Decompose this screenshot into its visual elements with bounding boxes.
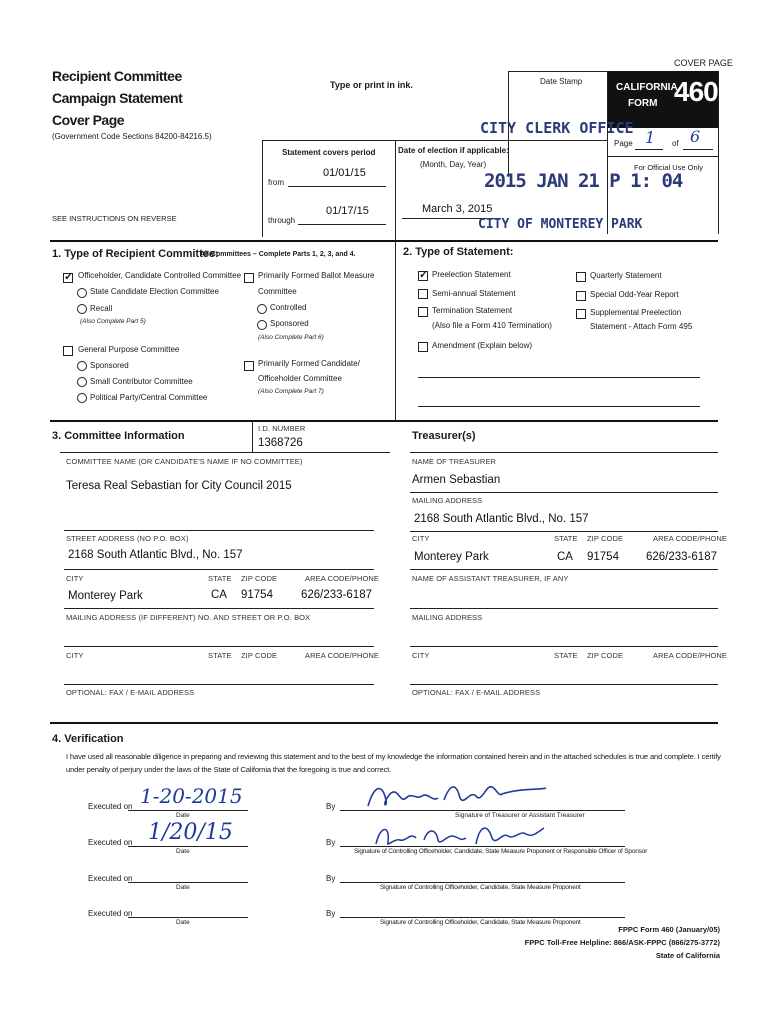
executed-on-label-1: Executed on: [88, 802, 133, 811]
city-line: [64, 608, 374, 609]
california-label: CALIFORNIA: [616, 82, 678, 93]
phone2-label: AREA CODE/PHONE: [305, 651, 380, 660]
asst-zip-label: ZIP CODE: [587, 651, 624, 660]
election-date-label: Date of election if applicable:: [398, 146, 509, 155]
state-value: CA: [211, 589, 227, 601]
title-line-2: Campaign Statement: [52, 90, 183, 106]
title-line-3: Cover Page: [52, 112, 125, 128]
street-address-line: [64, 569, 374, 570]
semiannual-checkbox[interactable]: [418, 289, 428, 299]
period-box-left: [262, 140, 263, 237]
primarily-candidate-label-1: Primarily Formed Candidate/: [258, 359, 360, 368]
gov-code-reference: (Government Code Sections 84200-84216.5): [52, 132, 212, 141]
committee-name-value: Teresa Real Sebastian for City Council 2015: [66, 480, 292, 492]
treasurer-mailing-line: [410, 531, 718, 532]
state-label: STATE: [208, 574, 232, 583]
election-date-value: March 3, 2015: [422, 203, 493, 215]
by-label-3: By: [326, 874, 336, 883]
see-instructions: SEE INSTRUCTIONS ON REVERSE: [52, 214, 177, 223]
official-use-divider: [607, 156, 718, 157]
executed-on-line-4[interactable]: [128, 917, 248, 918]
treasurer-name-line: [410, 492, 718, 493]
asst-mailing-line: [410, 646, 718, 647]
executed-on-line-2[interactable]: [128, 846, 248, 847]
executed-on-line-1[interactable]: [128, 810, 248, 811]
termination-label: Termination Statement: [432, 306, 513, 315]
date-caption-2: Date: [176, 848, 190, 855]
treasurer-mailing-label: MAILING ADDRESS: [412, 496, 483, 505]
received-stamp-city: CITY OF MONTEREY PARK: [478, 217, 643, 232]
footer-state: State of California: [655, 951, 720, 960]
termination-checkbox[interactable]: [418, 307, 428, 317]
form-label: FORM: [628, 98, 658, 109]
preelection-label: Preelection Statement: [432, 270, 511, 279]
assistant-treasurer-line: [410, 608, 718, 609]
recall-radio[interactable]: [77, 304, 87, 314]
type-or-print-note: Type or print in ink.: [330, 80, 413, 90]
treasurer-phone-value: 626/233-6187: [646, 551, 717, 563]
part2-heading: 2. Type of Statement:: [403, 246, 514, 258]
assistant-treasurer-label: NAME OF ASSISTANT TREASURER, IF ANY: [412, 574, 569, 583]
city-value: Monterey Park: [68, 590, 143, 602]
cover-page-label: COVER PAGE: [674, 58, 733, 68]
street-address-value: 2168 South Atlantic Blvd., No. 157: [68, 549, 243, 561]
treasurer-signature: [360, 776, 550, 816]
small-contributor-radio[interactable]: [77, 377, 87, 387]
amendment-explain-line-1[interactable]: [418, 377, 700, 378]
amendment-explain-line-2[interactable]: [418, 406, 700, 407]
signature-caption-1: Signature of Treasurer or Assistant Treasurer: [455, 812, 585, 819]
period-box-top: [262, 140, 607, 141]
signature-caption-3: Signature of Controlling Officeholder, Candidate, State Measure Proponent: [380, 884, 581, 891]
period-title: Statement covers period: [282, 148, 376, 157]
supplemental-label-2: Statement - Attach Form 495: [590, 322, 693, 331]
footer-form-version: FPPC Form 460 (January/05): [618, 925, 720, 934]
page-num-line: [635, 149, 663, 150]
signature-caption-4: Signature of Controlling Officeholder, Candidate, State Measure Proponent: [380, 919, 581, 926]
bm-controlled-radio[interactable]: [257, 304, 267, 314]
official-box-left: [607, 71, 608, 234]
state-candidate-radio[interactable]: [77, 288, 87, 298]
general-purpose-checkbox[interactable]: [63, 346, 73, 356]
recall-label: Recall: [90, 304, 113, 313]
page-total-value: 6: [690, 127, 701, 146]
title-line-1: Recipient Committee: [52, 68, 182, 84]
mailing-address-label: MAILING ADDRESS (IF DIFFERENT) NO. AND STREET OR P.O. BOX: [66, 613, 311, 622]
treasurer-mailing-value: 2168 South Atlantic Blvd., No. 157: [414, 513, 589, 525]
section-divider-1: [50, 240, 718, 242]
id-number-value: 1368726: [258, 437, 303, 449]
of-label: of: [672, 139, 679, 148]
city2-line: [64, 684, 374, 685]
phone-value: 626/233-6187: [301, 589, 372, 601]
date-stamp-label: Date Stamp: [540, 77, 583, 86]
section-divider-2: [50, 420, 718, 422]
period-through-value: 01/17/15: [326, 205, 369, 217]
committee-name-line: [64, 530, 374, 531]
from-line: [288, 186, 386, 187]
treasurer-city-line: [410, 569, 718, 570]
signature-caption-2: Signature of Controlling Officeholder, Candidate, State Measure Proponent or Responsible Officer of Sponsor: [354, 848, 648, 855]
gp-sponsored-label: Sponsored: [90, 361, 129, 370]
through-line: [298, 224, 386, 225]
amendment-checkbox[interactable]: [418, 342, 428, 352]
quarterly-label: Quarterly Statement: [590, 271, 662, 280]
treasurer-zip-label: ZIP CODE: [587, 534, 624, 543]
id-number-label: I.D. NUMBER: [258, 424, 306, 433]
executed-on-label-2: Executed on: [88, 838, 133, 847]
received-stamp-datetime: 2015 JAN 21 P 1: 04: [484, 170, 683, 192]
treasurer-state-label: STATE: [554, 534, 578, 543]
state2-label: STATE: [208, 651, 232, 660]
verification-text-2: under penalty of perjury under the laws of the State of California that the foregoing is true and correct.: [66, 765, 392, 774]
executed-date-1: 1-20-2015: [140, 784, 243, 808]
treasurer-phone-label: AREA CODE/PHONE: [653, 534, 728, 543]
received-stamp-office: CITY CLERK OFFICE: [480, 119, 634, 137]
pc-note: (Also Complete Part 7): [258, 388, 324, 395]
bm-sponsored-label: Sponsored: [270, 319, 309, 328]
street-address-label: STREET ADDRESS (NO P.O. BOX): [66, 534, 189, 543]
by-label-2: By: [326, 838, 336, 847]
optional-fax-label: OPTIONAL: FAX / E-MAIL ADDRESS: [66, 688, 195, 697]
bm-controlled-label: Controlled: [270, 303, 307, 312]
city2-label: CITY: [66, 651, 84, 660]
from-label: from: [268, 178, 284, 187]
footer-helpline: FPPC Toll-Free Helpline: 866/ASK-FPPC (866/275-3772): [524, 938, 720, 947]
part4-heading: 4. Verification: [52, 733, 124, 745]
asst-phone-label: AREA CODE/PHONE: [653, 651, 728, 660]
through-label: through: [268, 216, 296, 225]
ballot-measure-label-2: Committee: [258, 287, 297, 296]
general-purpose-label: General Purpose Committee: [78, 345, 180, 354]
executed-on-line-3[interactable]: [128, 882, 248, 883]
gp-sponsored-radio[interactable]: [77, 361, 87, 371]
official-use-label: For Official Use Only: [634, 163, 704, 172]
mailing-address-line: [64, 646, 374, 647]
zip-value: 91754: [241, 589, 273, 601]
asst-mailing-label: MAILING ADDRESS: [412, 613, 483, 622]
part1-heading: 1. Type of Recipient Committee:: [52, 248, 219, 260]
supplemental-label-1: Supplemental Preelection: [590, 308, 682, 317]
phone-label: AREA CODE/PHONE: [305, 574, 380, 583]
asst-city-line: [410, 684, 718, 685]
asst-city-label: CITY: [412, 651, 430, 660]
treasurer-city-value: Monterey Park: [414, 551, 489, 563]
page-number-value: 1: [645, 128, 656, 147]
form-number: 460: [674, 76, 718, 107]
election-date-format: (Month, Day, Year): [420, 160, 487, 169]
political-party-radio[interactable]: [77, 393, 87, 403]
treasurer-zip-value: 91754: [587, 551, 619, 563]
page-label: Page: [614, 139, 633, 148]
ballot-measure-label-1: Primarily Formed Ballot Measure: [258, 271, 375, 280]
page-total-line: [683, 149, 713, 150]
odd-year-checkbox[interactable]: [576, 291, 586, 301]
treasurer-city-label: CITY: [412, 534, 430, 543]
by-label-1: By: [326, 802, 336, 811]
treasurer-name-label: NAME OF TREASURER: [412, 457, 497, 466]
bm-sponsored-radio[interactable]: [257, 320, 267, 330]
officeholder-committee-checkbox[interactable]: [63, 273, 73, 283]
section-divider-3: [50, 722, 718, 724]
executed-date-2: 1/20/15: [148, 820, 233, 845]
preelection-checkbox[interactable]: [418, 271, 428, 281]
political-party-label: Political Party/Central Committee: [90, 393, 208, 402]
candidate-signature: [370, 818, 550, 852]
treasurer-header-rule: [410, 452, 718, 453]
committee-name-label: COMMITTEE NAME (OR CANDIDATE'S NAME IF NO COMMITTEE): [66, 457, 303, 466]
verification-text-1: I have used all reasonable diligence in preparing and reviewing this statement and to the best of my knowledge the information contained herein and in the attached schedules is true and complete. I certify: [66, 752, 721, 761]
asst-state-label: STATE: [554, 651, 578, 660]
recall-note: (Also Complete Part 5): [80, 318, 146, 325]
primarily-candidate-label-2: Officeholder Committee: [258, 374, 342, 383]
date-caption-3: Date: [176, 884, 190, 891]
primarily-candidate-checkbox[interactable]: [244, 361, 254, 371]
treasurer-name-value: Armen Sebastian: [412, 474, 501, 486]
zip-label: ZIP CODE: [241, 574, 278, 583]
center-divider: [395, 140, 396, 420]
small-contributor-label: Small Contributor Committee: [90, 377, 193, 386]
executed-on-label-4: Executed on: [88, 909, 133, 918]
signature-line-3[interactable]: [340, 882, 625, 883]
termination-note: (Also file a Form 410 Termination): [432, 321, 552, 330]
state-candidate-label: State Candidate Election Committee: [90, 287, 219, 296]
id-box-left: [252, 420, 253, 452]
odd-year-label: Special Odd-Year Report: [590, 290, 679, 299]
amendment-label: Amendment (Explain below): [432, 341, 533, 350]
semiannual-label: Semi-annual Statement: [432, 289, 516, 298]
treasurer-state-value: CA: [557, 551, 573, 563]
quarterly-checkbox[interactable]: [576, 272, 586, 282]
officeholder-committee-label: Officeholder, Candidate Controlled Committee: [78, 271, 242, 280]
period-from-value: 01/01/15: [323, 167, 366, 179]
part3-header-rule: [60, 452, 390, 453]
treasurer-heading: Treasurer(s): [412, 430, 476, 442]
part3-heading: 3. Committee Information: [52, 430, 185, 442]
date-caption-4: Date: [176, 919, 190, 926]
ballot-measure-checkbox[interactable]: [244, 273, 254, 283]
treasurer-optional-fax-label: OPTIONAL: FAX / E-MAIL ADDRESS: [412, 688, 541, 697]
supplemental-checkbox[interactable]: [576, 309, 586, 319]
city-label: CITY: [66, 574, 84, 583]
part1-subheading: All Committees – Complete Parts 1, 2, 3, and 4.: [200, 251, 356, 258]
bm-note: (Also Complete Part 6): [258, 334, 324, 341]
by-label-4: By: [326, 909, 336, 918]
executed-on-label-3: Executed on: [88, 874, 133, 883]
official-box-right: [718, 71, 719, 234]
zip2-label: ZIP CODE: [241, 651, 278, 660]
date-caption-1: Date: [176, 812, 190, 819]
signature-line-4[interactable]: [340, 917, 625, 918]
